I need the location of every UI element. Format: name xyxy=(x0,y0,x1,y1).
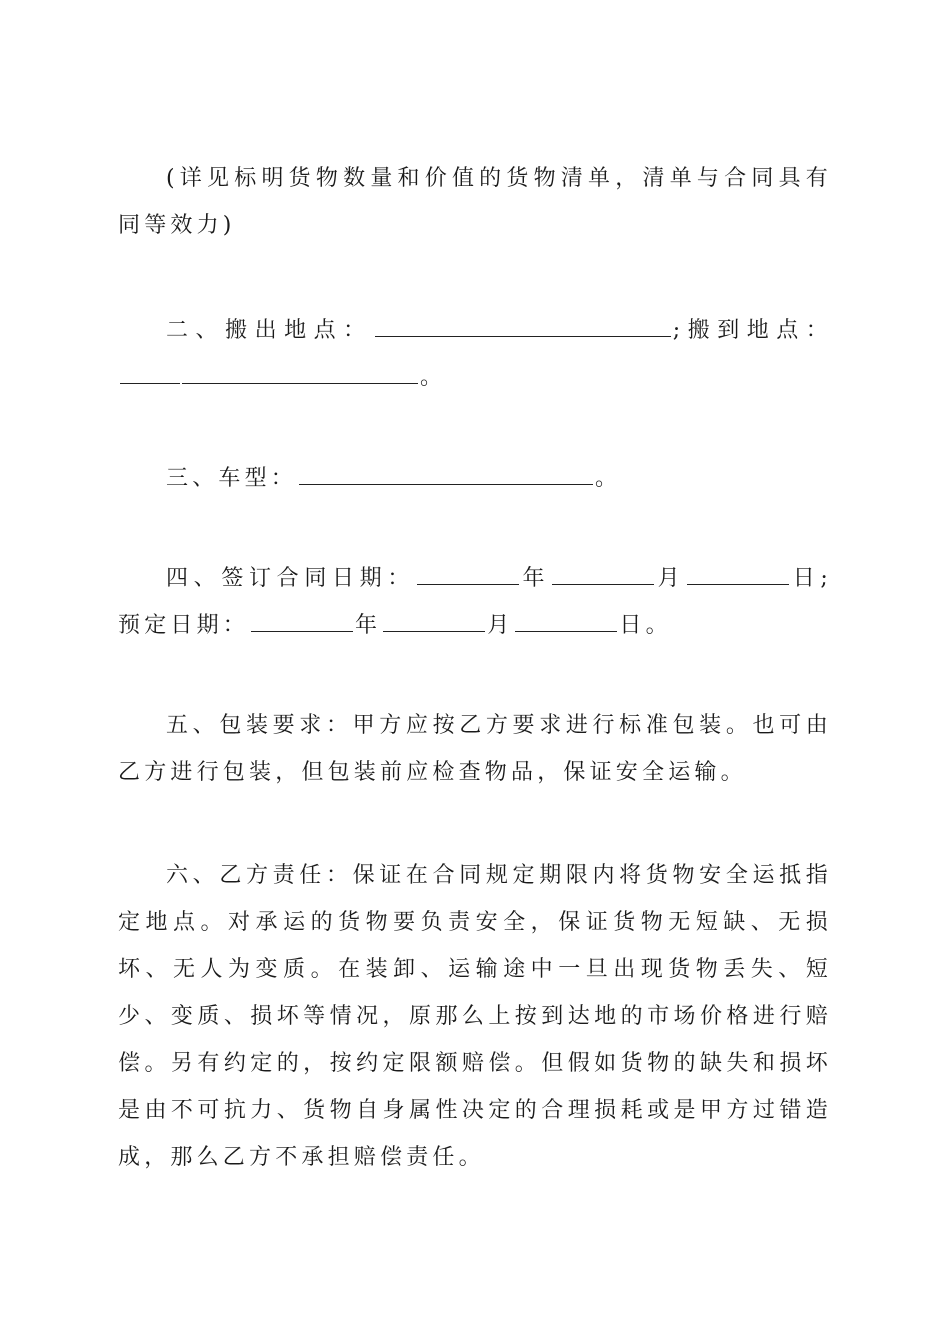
signing-day-blank xyxy=(687,564,789,585)
scheduled-date-label: 日;预定日期： xyxy=(118,566,833,638)
clause-3-end: 。 xyxy=(595,466,622,491)
day-label-2: 日。 xyxy=(619,613,672,638)
scheduled-day-blank xyxy=(515,611,617,632)
month-label: 月 xyxy=(656,566,686,591)
destination-blank-1 xyxy=(120,363,180,384)
destination-label: ;搬到地点： xyxy=(672,318,832,343)
clause-2-locations xyxy=(118,307,832,401)
goods-list-note: (详见标明货物数量和价值的货物清单，清单与合同具有同等效力) xyxy=(118,166,832,238)
year-label: 年 xyxy=(520,566,551,591)
origin-blank xyxy=(375,316,671,337)
clause-2-end: 。 xyxy=(420,365,447,390)
vehicle-label: 三、车型： xyxy=(166,466,298,491)
clause-4-dates xyxy=(118,555,832,649)
month-label-2: 月 xyxy=(487,613,514,638)
scheduled-month-blank xyxy=(383,611,485,632)
origin-label: 二、搬出地点： xyxy=(166,318,373,343)
scheduled-year-blank xyxy=(251,611,353,632)
clause-3-vehicle xyxy=(118,455,832,502)
clause-6-responsibility: 六、乙方责任：保证在合同规定期限内将货物安全运抵指定地点。对承运的货物要负责安全，保证货物无短缺、无损坏、无人为变质。在装卸、运输途中一旦出现货物丢失、短少、变质、损坏等情况，原那么上按到达地的市场价格进行赔偿。另有约定的，按约定限额赔偿。但假如货物的缺失和损坏是由不可抗力、货物自身属性决定的合理损耗或是甲方过错造成，那么乙方不承担赔偿责任。 xyxy=(118,863,832,1170)
vehicle-blank xyxy=(299,464,593,485)
signing-month-blank xyxy=(552,564,654,585)
signing-year-blank xyxy=(417,564,519,585)
clause-5-packaging: 五、包装要求：甲方应按乙方要求进行标准包装。也可由乙方进行包装，但包装前应检查物品，保证安全运输。 xyxy=(118,713,832,785)
signing-date-label: 四、签订合同日期： xyxy=(166,566,415,591)
destination-blank-2 xyxy=(182,363,418,384)
year-label-2: 年 xyxy=(355,613,382,638)
